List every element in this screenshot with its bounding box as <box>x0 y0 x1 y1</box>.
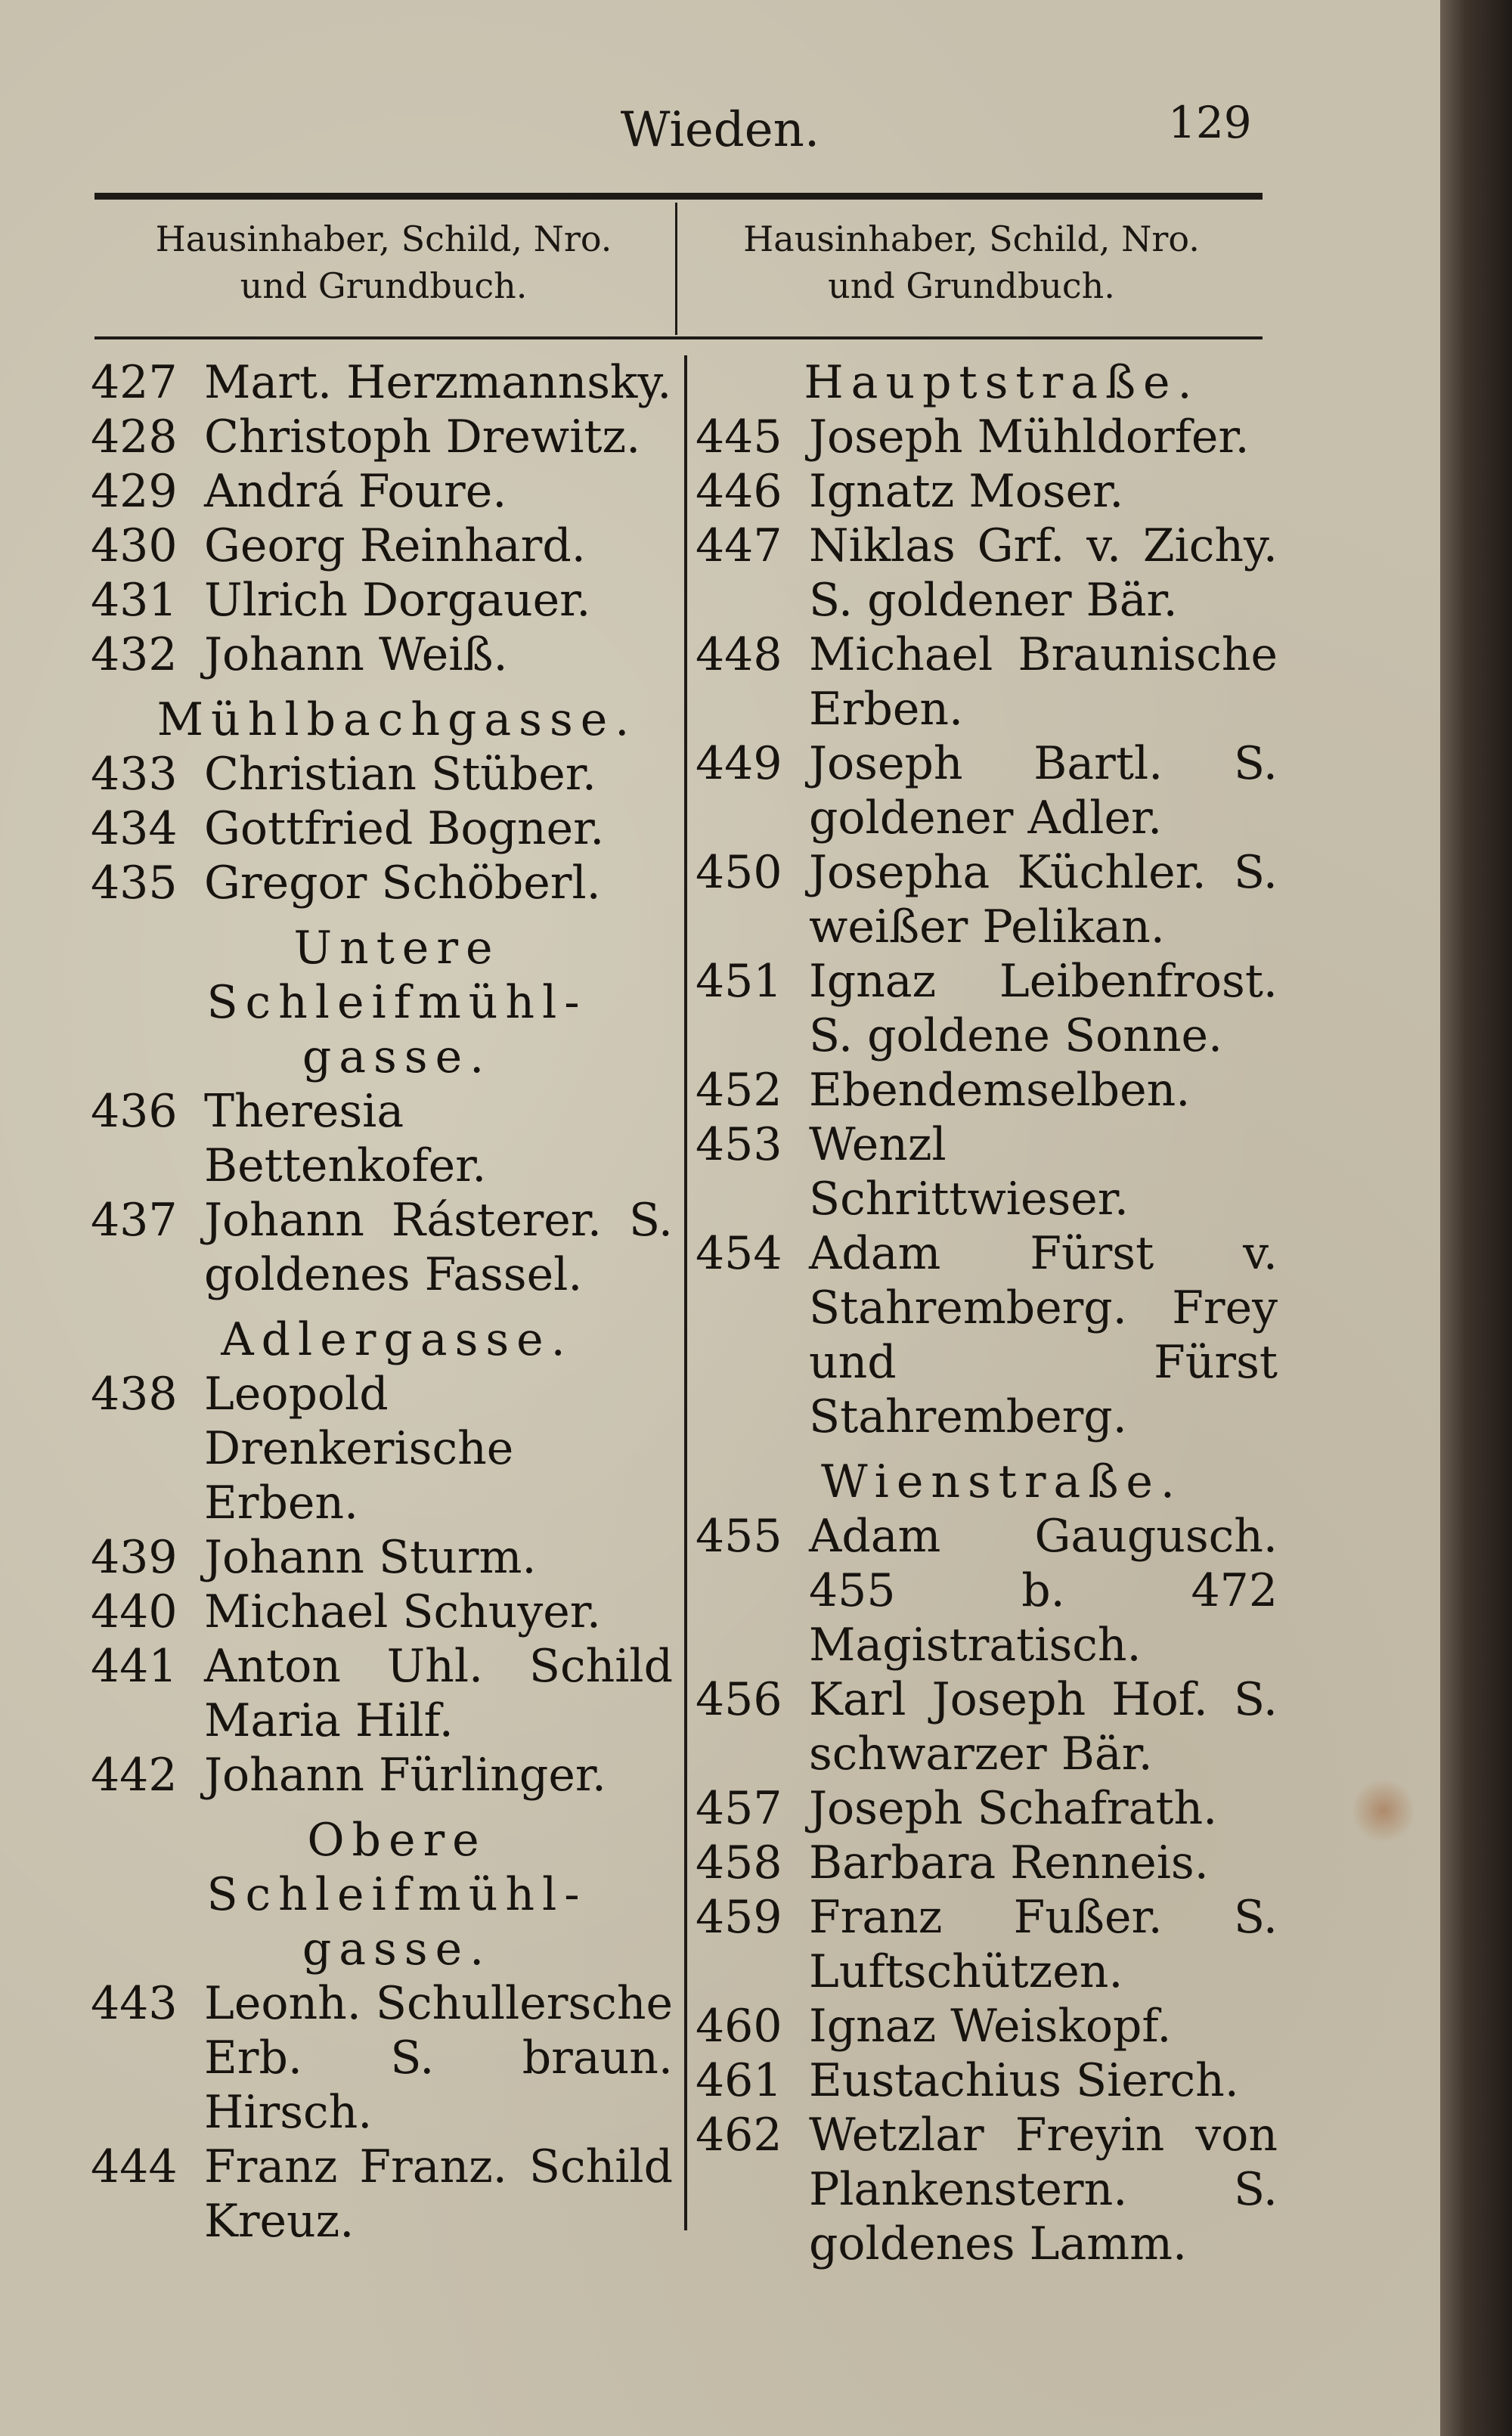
house-number: 428 <box>91 411 178 463</box>
list-item <box>91 464 673 519</box>
list-item <box>696 1836 1278 1890</box>
list-item <box>91 747 673 801</box>
owner-entry: Barbara Renneis. <box>809 1836 1209 1889</box>
column-header-left-line2: und Grundbuch. <box>240 265 528 306</box>
house-number: 434 <box>91 802 178 855</box>
owner-entry: Gregor Schöberl. <box>204 857 601 910</box>
house-number: 458 <box>696 1836 782 1889</box>
owner-entry: Johann Rásterer. S. goldenes Fassel. <box>204 1194 673 1301</box>
list-item <box>91 1367 673 1530</box>
owner-entry: Theresia Bettenkofer. <box>204 1085 487 1192</box>
house-number: 440 <box>91 1585 178 1638</box>
house-number: 436 <box>91 1085 178 1138</box>
list-item <box>696 2108 1278 2271</box>
header-rule <box>94 193 1263 200</box>
house-number: 431 <box>91 574 178 627</box>
owner-entry: Andrá Foure. <box>204 465 507 518</box>
list-item <box>91 628 673 682</box>
house-number: 446 <box>696 465 782 518</box>
owner-entry: Joseph Bartl. S. goldener Adler. <box>809 737 1278 845</box>
list-item <box>696 1781 1278 1836</box>
list-item <box>91 1639 673 1748</box>
list-item <box>91 355 673 410</box>
house-number: 445 <box>696 411 782 463</box>
list-item <box>696 464 1278 519</box>
house-number: 437 <box>91 1194 178 1247</box>
owner-entry: Ebendemselben. <box>809 1064 1191 1117</box>
owner-entry: Niklas Grf. v. Zichy. S. goldener Bär. <box>809 519 1278 627</box>
list-item <box>696 1890 1278 1999</box>
column-header-left-line1: Hausinhaber, Schild, Nro. <box>155 218 612 259</box>
owner-entry: Georg Reinhard. <box>204 519 586 572</box>
owner-entry: Karl Joseph Hof. S. schwarzer Bär. <box>809 1673 1278 1781</box>
house-number: 457 <box>696 1782 782 1835</box>
house-number: 453 <box>696 1118 782 1171</box>
paper-stain <box>1353 1777 1414 1845</box>
owner-entry: Johann Sturm. <box>204 1531 537 1584</box>
street-heading: Mühlbachgasse. <box>156 693 637 746</box>
owner-entry: Joseph Schafrath. <box>809 1782 1218 1835</box>
house-number: 433 <box>91 748 178 801</box>
house-number: 452 <box>696 1064 782 1117</box>
house-number: 441 <box>91 1640 178 1693</box>
list-item <box>91 1193 673 1302</box>
list-item <box>91 1748 673 1802</box>
house-number: 449 <box>696 737 782 790</box>
right-column <box>696 355 1278 2271</box>
owner-entry: Franz Franz. Schild Kreuz. <box>204 2140 673 2248</box>
owner-entry: Leopold Drenkerische Erben. <box>204 1368 514 1529</box>
owner-entry: Leonh. Schullersche Erb. S. braun. Hirsch. <box>204 1977 674 2139</box>
page-number: 129 <box>1168 97 1252 148</box>
list-item <box>696 954 1278 1063</box>
owner-entry: Ulrich Dorgauer. <box>204 574 591 627</box>
house-number: 435 <box>91 857 178 910</box>
owner-entry: Eustachius Sierch. <box>809 2054 1239 2107</box>
running-head: Wieden. <box>620 102 820 158</box>
owner-entry: Adam Gaugusch. 455 b. 472 Magistratisch. <box>809 1510 1278 1672</box>
list-item <box>91 1585 673 1639</box>
left-column <box>91 355 673 2248</box>
street-heading: Adlergasse. <box>221 1313 573 1366</box>
owner-entry: Ignatz Moser. <box>809 465 1124 518</box>
list-item <box>696 1672 1278 1781</box>
column-header-right <box>680 215 1263 309</box>
owner-entry: Josepha Küchler. S. weißer Pelikan. <box>809 846 1278 953</box>
list-item <box>91 856 673 910</box>
house-number: 455 <box>696 1510 782 1563</box>
house-number: 447 <box>696 519 782 572</box>
owner-entry: Johann Fürlinger. <box>204 1749 607 1802</box>
owner-entry: Ignaz Weiskopf. <box>809 2000 1172 2053</box>
house-number: 461 <box>696 2054 782 2107</box>
list-item <box>696 1226 1278 1444</box>
column-divider <box>684 355 687 2230</box>
house-number: 444 <box>91 2140 178 2193</box>
house-number: 429 <box>91 465 178 518</box>
owner-entry: Anton Uhl. Schild Maria Hilf. <box>204 1640 673 1747</box>
list-item <box>91 1976 673 2140</box>
list-item <box>696 736 1278 845</box>
owner-entry: Franz Fußer. S. Luftschützen. <box>809 1891 1278 1998</box>
house-number: 427 <box>91 356 178 409</box>
house-number: 432 <box>91 628 178 681</box>
column-header-left <box>94 215 673 309</box>
street-heading: Wienstraße. <box>821 1455 1182 1508</box>
list-item <box>696 2053 1278 2108</box>
house-number: 456 <box>696 1673 782 1726</box>
list-item <box>696 628 1278 736</box>
header-column-divider <box>675 203 677 335</box>
column-header-right-line1: Hausinhaber, Schild, Nro. <box>743 218 1200 259</box>
house-number: 430 <box>91 519 178 572</box>
list-item <box>696 1117 1278 1226</box>
list-item <box>91 410 673 464</box>
owner-entry: Christian Stüber. <box>204 748 596 801</box>
house-number: 454 <box>696 1227 782 1280</box>
list-item <box>696 1999 1278 2053</box>
list-item <box>91 2140 673 2248</box>
owner-entry: Joseph Mühldorfer. <box>809 411 1250 463</box>
list-item <box>696 1509 1278 1672</box>
column-header-right-line2: und Grundbuch. <box>828 265 1115 306</box>
owner-entry: Wenzl Schrittwieser. <box>809 1118 1129 1226</box>
owner-entry: Johann Weiß. <box>204 628 508 681</box>
house-number: 451 <box>696 955 782 1008</box>
owner-entry: Michael Braunische Erben. <box>809 628 1278 736</box>
owner-entry: Ignaz Leibenfrost. S. goldene Sonne. <box>809 955 1278 1062</box>
house-number: 450 <box>696 846 782 899</box>
list-item <box>91 1084 673 1193</box>
book-gutter <box>1440 0 1512 2436</box>
house-number: 459 <box>696 1891 782 1944</box>
list-item <box>696 410 1278 464</box>
list-item <box>696 519 1278 628</box>
list-item <box>91 1530 673 1585</box>
house-number: 443 <box>91 1977 178 2030</box>
house-number: 462 <box>696 2109 782 2162</box>
house-number: 438 <box>91 1368 178 1421</box>
street-heading: Untere Schleifmühl-gasse. <box>206 922 587 1083</box>
owner-entry: Wetzlar Freyin von Plankenstern. S. goldenes Lamm. <box>809 2109 1278 2270</box>
house-number: 439 <box>91 1531 178 1584</box>
owner-entry: Michael Schuyer. <box>204 1585 601 1638</box>
house-number: 448 <box>696 628 782 681</box>
owner-entry: Gottfried Bogner. <box>204 802 605 855</box>
list-item <box>91 519 673 573</box>
list-item <box>696 1063 1278 1117</box>
house-number: 442 <box>91 1749 178 1802</box>
list-item <box>696 845 1278 954</box>
list-item <box>91 801 673 856</box>
owner-entry: Adam Fürst v. Stahremberg. Frey und Fürst Stahremberg. <box>809 1227 1278 1443</box>
list-item <box>91 573 673 628</box>
street-heading: Obere Schleifmühl-gasse. <box>206 1814 587 1976</box>
owner-entry: Mart. Herzmannsky. <box>204 356 672 409</box>
owner-entry: Christoph Drewitz. <box>204 411 641 463</box>
house-number: 460 <box>696 2000 782 2053</box>
column-header-rule <box>94 336 1263 339</box>
street-heading: Hauptstraße. <box>804 356 1200 409</box>
